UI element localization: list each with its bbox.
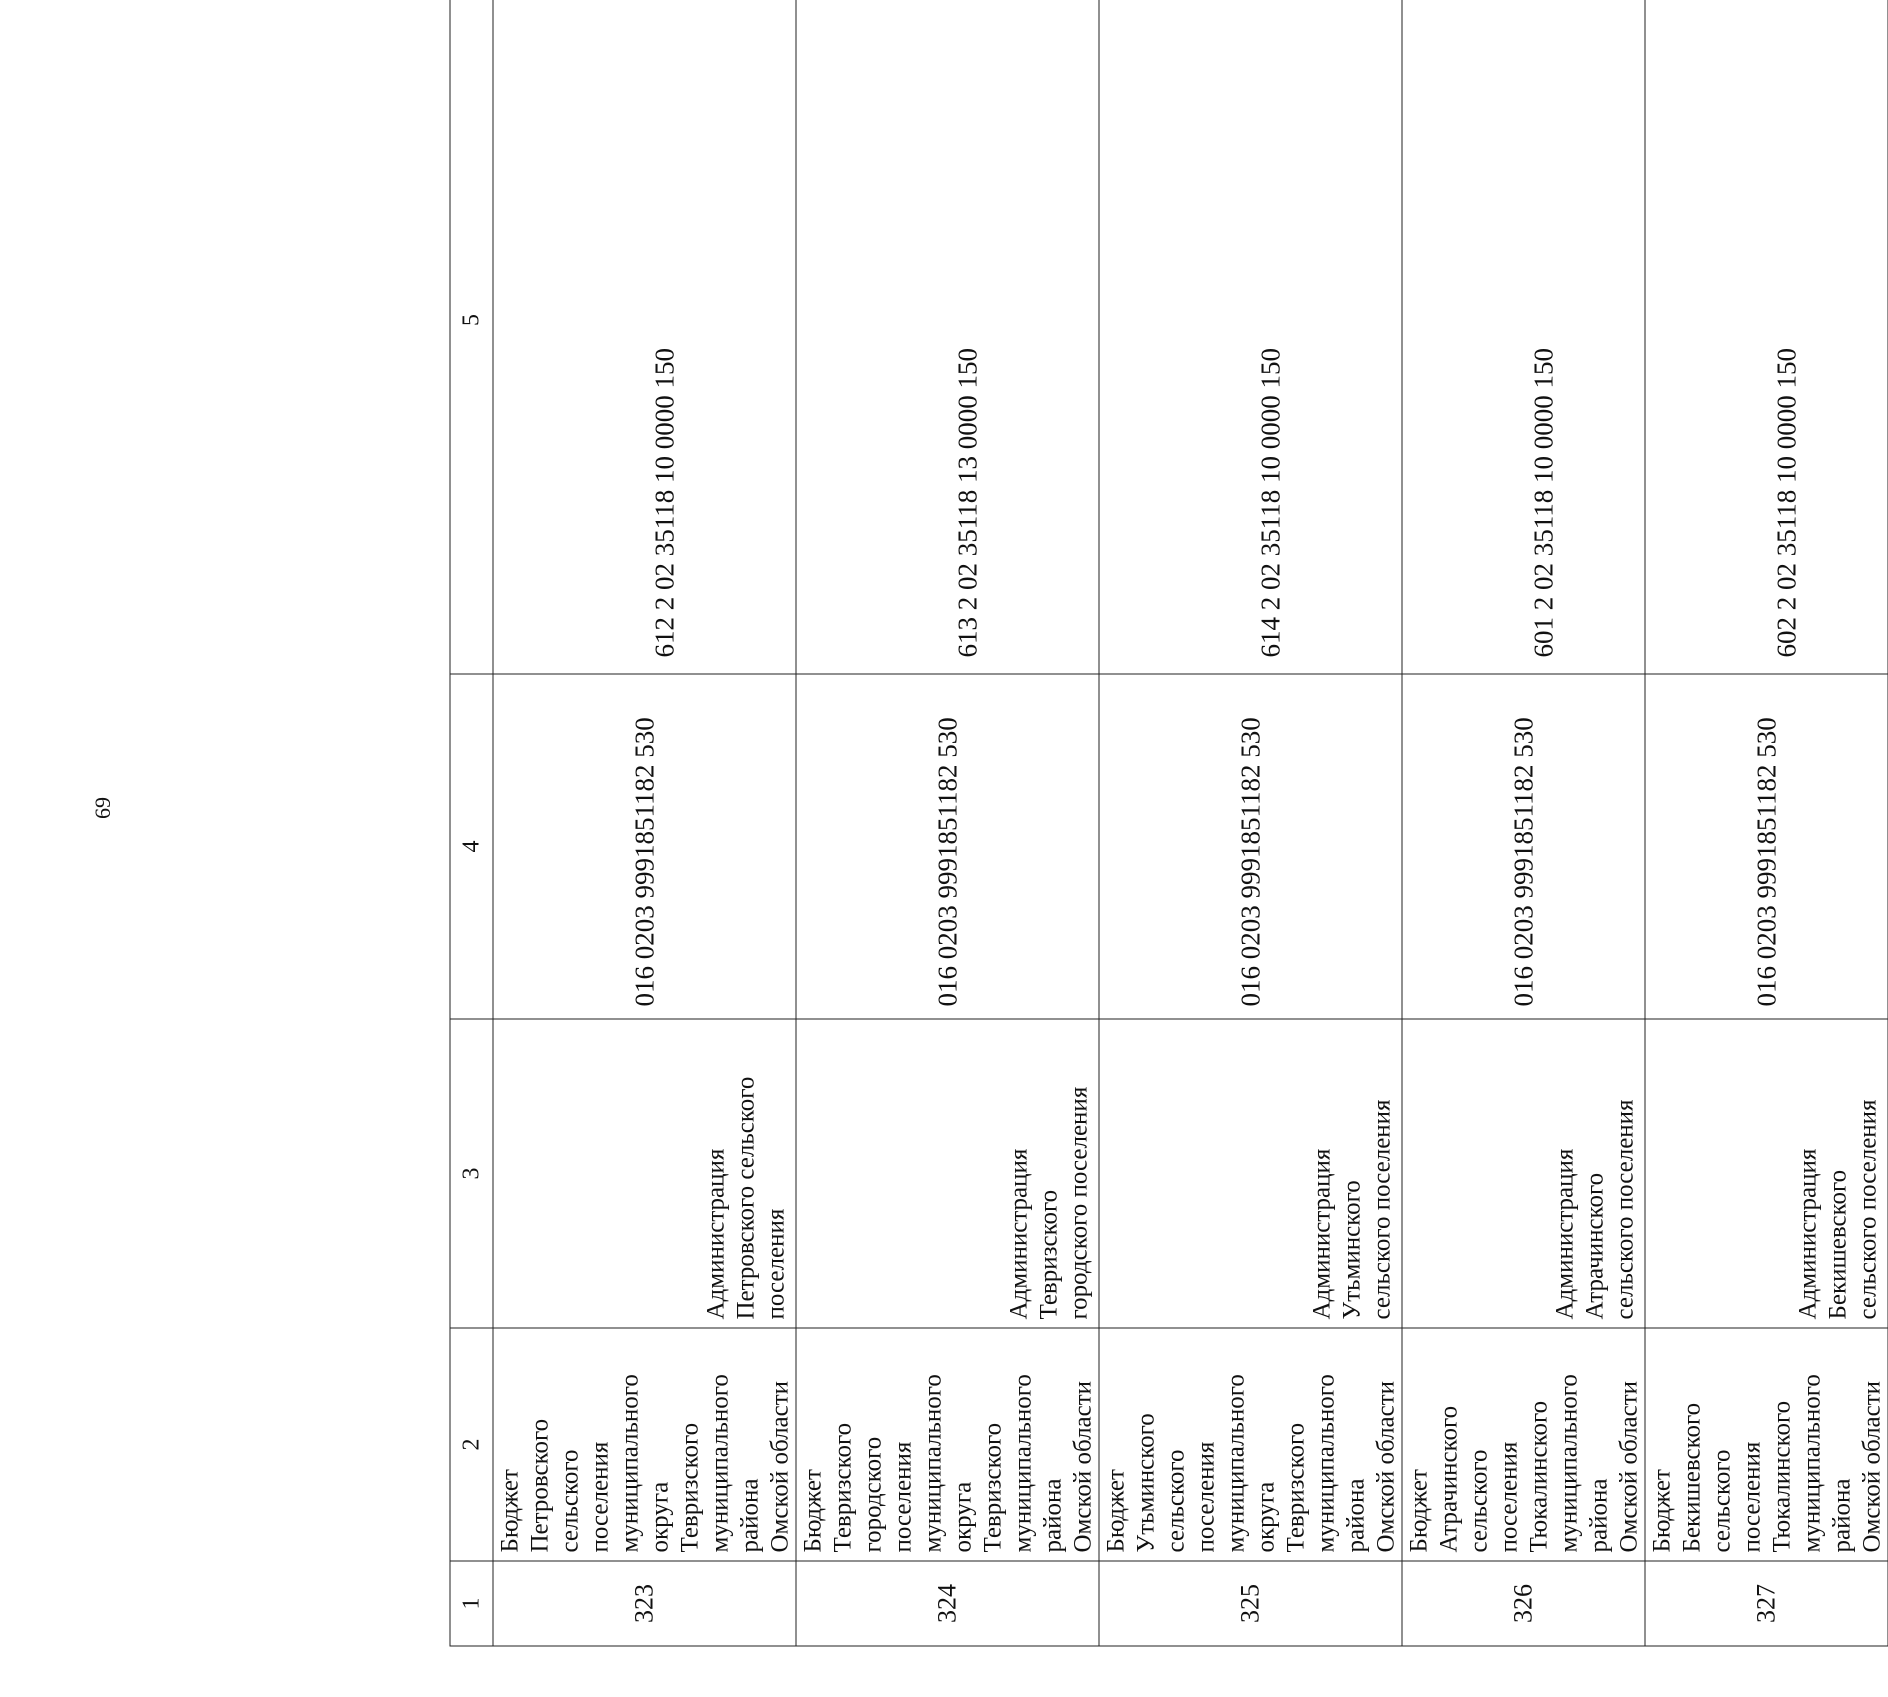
row-number: 325 xyxy=(1099,1561,1402,1646)
column-header-5: 5 xyxy=(450,0,493,674)
table-row xyxy=(1402,0,1645,1646)
column-header-2: 2 xyxy=(450,1328,493,1561)
row-number: 327 xyxy=(1645,1561,1888,1646)
revenue-code-cell: 613 2 02 35118 13 0000 150 xyxy=(796,0,1099,674)
revenue-code-cell: 614 2 02 35118 10 0000 150 xyxy=(1099,0,1402,674)
revenue-code-cell: 612 2 02 35118 10 0000 150 xyxy=(493,0,796,674)
budget-name-cell xyxy=(796,1328,1099,1561)
expense-code-cell: 016 0203 9991851182 530 xyxy=(1645,674,1888,1019)
budget-name-cell xyxy=(1645,1328,1888,1561)
table-row xyxy=(493,0,796,1646)
row-number: 323 xyxy=(493,1561,796,1646)
row-number: 326 xyxy=(1402,1561,1645,1646)
table-row xyxy=(1099,0,1402,1646)
expense-code-cell: 016 0203 9991851182 530 xyxy=(1402,674,1645,1019)
budget-name: Бюджет Атрачинского сельского поселения Тюкалинского муниципального района Омской области xyxy=(1405,1373,1642,1552)
row-number: 324 xyxy=(796,1561,1099,1646)
revenue-code-cell: 602 2 02 35118 10 0000 150 xyxy=(1645,0,1888,674)
administrator-cell xyxy=(1402,1019,1645,1328)
table-row xyxy=(796,0,1099,1646)
budget-name: Бюджет Тевризского городского поселения муниципального округа Тевризского муниципального района Омской области xyxy=(799,1373,1096,1552)
budget-name: Бюджет Бекишевского сельского поселения Тюкалинского муниципального района Омской области xyxy=(1648,1373,1885,1552)
table-header-row xyxy=(450,0,493,1646)
administrator-cell xyxy=(493,1019,796,1328)
administrator-cell xyxy=(1645,1019,1888,1328)
administrator-name: Администрация Петровского сельского поселения xyxy=(702,1076,789,1319)
page-number: 69 xyxy=(90,797,115,819)
administrator-cell xyxy=(1099,1019,1402,1328)
budget-table-wrapper xyxy=(449,51,1885,1646)
administrator-name: Администрация Утьминского сельского поселения xyxy=(1308,1098,1395,1319)
column-header-3: 3 xyxy=(450,1019,493,1328)
budget-name-cell xyxy=(1402,1328,1645,1561)
administrator-name: Администрация Бекишевского сельского поселения xyxy=(1794,1098,1881,1319)
column-header-4: 4 xyxy=(450,674,493,1019)
revenue-code-cell: 601 2 02 35118 10 0000 150 xyxy=(1402,0,1645,674)
budget-name-cell xyxy=(1099,1328,1402,1561)
administrator-name: Администрация Атрачинского сельского поселения xyxy=(1551,1098,1638,1319)
budget-table xyxy=(449,0,1888,1646)
table-row xyxy=(1645,0,1888,1646)
administrator-name: Администрация Тевризского городского поселения xyxy=(1005,1086,1092,1319)
budget-name-cell xyxy=(493,1328,796,1561)
expense-code-cell: 016 0203 9991851182 530 xyxy=(493,674,796,1019)
budget-name: Бюджет Утьминского сельского поселения муниципального округа Тевризского муниципального района Омской области xyxy=(1102,1373,1399,1552)
expense-code-cell: 016 0203 9991851182 530 xyxy=(796,674,1099,1019)
administrator-cell xyxy=(796,1019,1099,1328)
expense-code-cell: 016 0203 9991851182 530 xyxy=(1099,674,1402,1019)
budget-name: Бюджет Петровского сельского поселения муниципального округа Тевризского муниципального района Омской области xyxy=(496,1373,793,1552)
column-header-1: 1 xyxy=(450,1561,493,1646)
